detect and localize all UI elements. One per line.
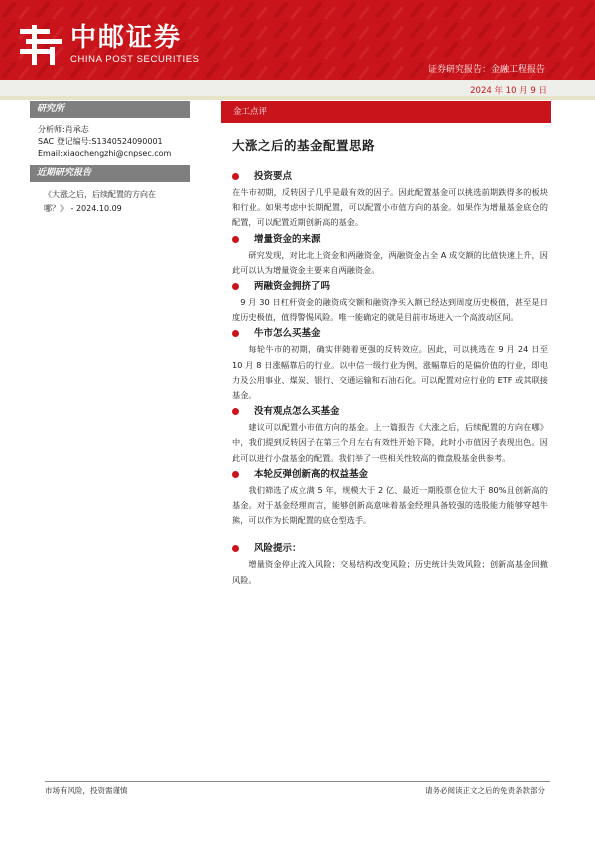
bullet-icon bbox=[232, 545, 239, 552]
risk-title: 风险提示： bbox=[254, 543, 302, 555]
analyst-name: 分析师:肖承志 bbox=[38, 125, 89, 134]
analyst-email[interactable]: Email:xiaochengzhi@cnpsec.com bbox=[38, 149, 172, 159]
recent-reports-heading: 近期研究报告 bbox=[30, 165, 190, 182]
section-title: 没有观点怎么买基金 bbox=[254, 406, 340, 418]
section-margin-crowding bbox=[232, 278, 548, 325]
section-title: 本轮反弹创新高的权益基金 bbox=[254, 468, 369, 480]
bullet-icon bbox=[232, 236, 239, 243]
footer-divider bbox=[45, 781, 550, 782]
header-ribbon bbox=[0, 96, 595, 100]
footer-disclaimer-right: 请务必阅读正文之后的免责条款部分 bbox=[425, 786, 545, 795]
section-title: 两融资金拥挤了吗 bbox=[254, 281, 331, 293]
section-incremental-funds bbox=[232, 231, 548, 278]
sac-number: SAC 登记编号:S1340524090001 bbox=[38, 137, 163, 147]
china-post-emblem-icon bbox=[20, 25, 62, 65]
section-investment-highlights bbox=[232, 168, 548, 231]
recent-report-title: 《大涨之后，后续配置的方向在 bbox=[44, 189, 156, 199]
bullet-icon bbox=[232, 408, 239, 415]
sidebar bbox=[30, 101, 190, 216]
section-risk bbox=[232, 540, 548, 587]
analyst-info bbox=[30, 118, 190, 165]
header-banner bbox=[0, 0, 595, 80]
brand-logo bbox=[20, 24, 200, 65]
bullet-icon bbox=[232, 173, 239, 180]
brand-name-cn: 中邮证券 bbox=[70, 23, 183, 53]
section-no-view-funds bbox=[232, 403, 548, 466]
section-body: 我们筛选了成立满 5 年，规模大于 2 亿、最近一期股票仓位大于 80%且创新高的基金。对于基金经理而言，能够创新高意味着基金经理具备较强的选股能力能够穿越牛熊，可以作为长期配置的底仓型选手。 bbox=[232, 484, 548, 526]
bullet-icon bbox=[232, 330, 239, 337]
report-category-tag: 金工点评 bbox=[221, 101, 551, 123]
section-body: 每轮牛市的初期，确实伴随着更强的反转效应。因此，可以挑选在 9 月 24 日至 10 月 8 日涨幅靠后的行业。以中信一级行业为例，涨幅靠后的是偏价值的行业，即电力及公用事业、煤炭、银行、交通运输和石油石化。可以配置对应行业的 ETF 或其联接基金。 bbox=[232, 344, 548, 401]
section-body: 建议可以配置小市值方向的基金。上一篇报告《大涨之后，后续配置的方向在哪》中，我们提到反转因子在第三个月左右有效性开始下降，此时小市值因子表现出色。因此可以进行小盘基金的配置。我们举了一些相关性较高的微盘股基金供参考。 bbox=[232, 422, 548, 463]
section-title: 牛市怎么买基金 bbox=[254, 328, 321, 340]
recent-report-item[interactable] bbox=[30, 182, 190, 216]
section-body: 在牛市初期，反转因子几乎是最有效的因子。因此配置基金可以挑选前期跌得多的板块和行业。如果考虑中长期配置，可以配置小市值方向的基金。如果作为增量基金底仓的配置，可以配置近期创新高的基金。 bbox=[232, 187, 548, 228]
bullet-icon bbox=[232, 471, 239, 478]
risk-body: 增量资金停止流入风险；交易结构改变风险；历史统计失效风险；创新高基金回撤风险。 bbox=[232, 559, 548, 585]
section-body: 9 月 30 日杠杆资金的融资成交额和融资净买入额已经达到周度历史极值，甚至是日度历史极值，值得警惕风险。唯一能确定的就是目前市场进入一个高波动区间。 bbox=[232, 297, 548, 323]
report-type: 证券研究报告：金融工程报告 bbox=[427, 65, 545, 75]
section-new-high-funds bbox=[232, 466, 548, 529]
section-title: 投资要点 bbox=[254, 171, 293, 182]
brand-name-en: CHINA POST SECURITIES bbox=[70, 54, 200, 65]
report-title: 大涨之后的基金配置思路 bbox=[232, 138, 376, 153]
researcher-heading: 研究所 bbox=[30, 101, 190, 118]
main-content bbox=[232, 168, 548, 588]
section-body: 研究发现，对比北上资金和两融资金，两融资金占全 A 成交额的比值快速上升，因此可以认为增量资金主要来自两融资金。 bbox=[232, 249, 548, 275]
recent-report-date: 哪？》 - 2024.10.09 bbox=[44, 203, 122, 213]
footer-disclaimer-left: 市场有风险，投资需谨慎 bbox=[45, 786, 128, 795]
section-bull-market-funds bbox=[232, 325, 548, 403]
section-title: 增量资金的来源 bbox=[254, 233, 321, 245]
report-date: 2024 年 10 月 9 日 bbox=[470, 86, 547, 96]
bullet-icon bbox=[232, 283, 239, 290]
